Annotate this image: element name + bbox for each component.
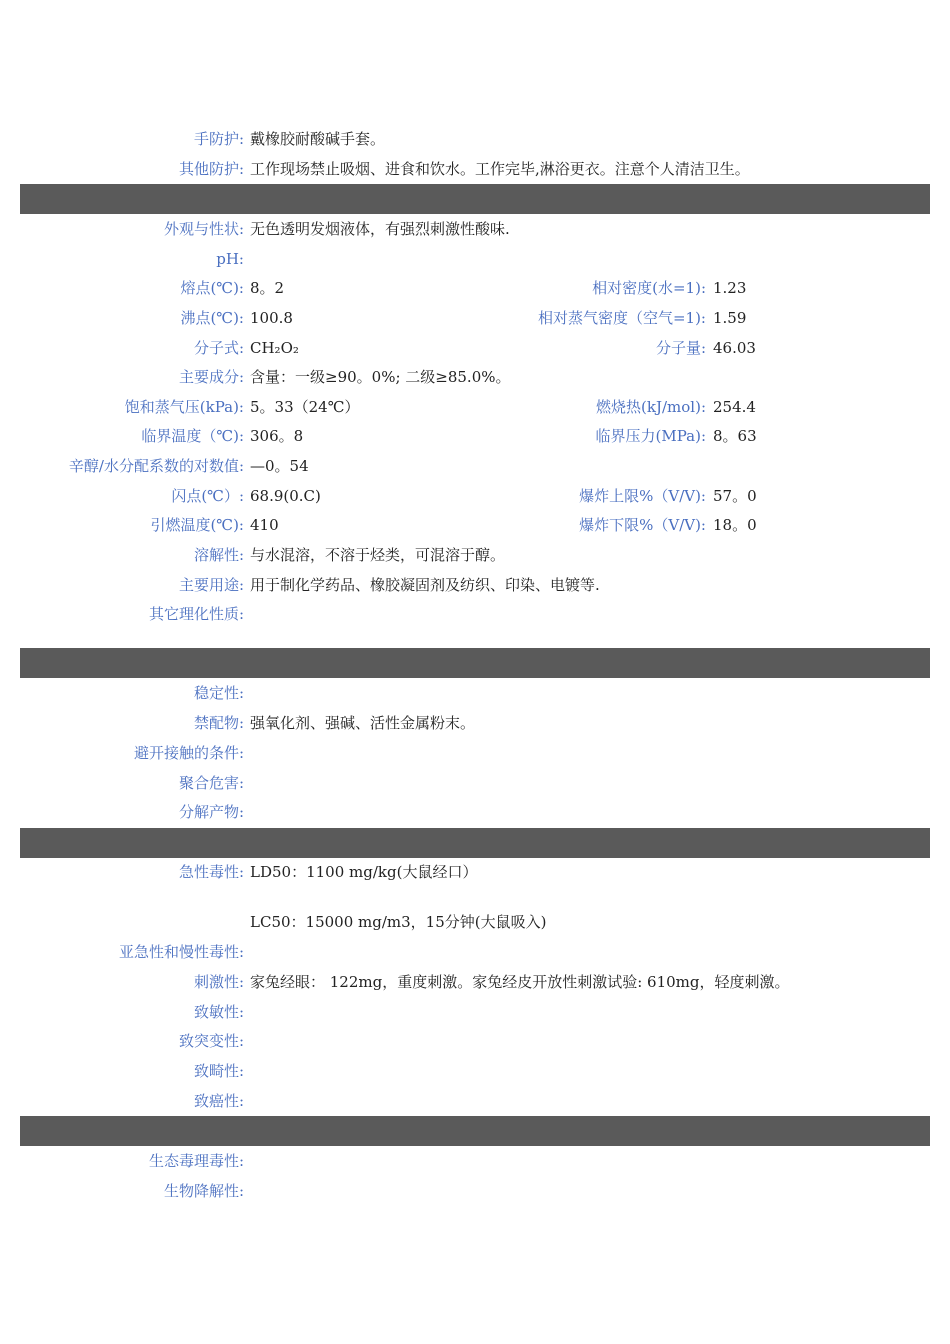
relative-density-value: 1.23 xyxy=(713,279,747,297)
upper-explosive-limit-label: 爆炸上限%（V/V): xyxy=(579,487,706,505)
other-properties-label: 其它理化性质: xyxy=(148,605,244,623)
row-carcinogenicity xyxy=(0,1086,950,1116)
row-teratogenicity xyxy=(0,1056,950,1086)
other-protection-label: 其他防护: xyxy=(178,160,244,178)
row-polymerization-hazard xyxy=(0,768,950,798)
row-acute-toxicity-lc50 xyxy=(0,907,950,937)
sensitization-label: 致敏性: xyxy=(193,1003,244,1021)
combustion-heat-value: 254.4 xyxy=(713,398,756,416)
logp-label: 辛醇/水分配系数的对数值: xyxy=(68,457,244,475)
row-other-properties xyxy=(0,599,950,629)
ignition-temperature-label: 引燃温度(℃): xyxy=(150,516,244,534)
stability-label: 稳定性: xyxy=(193,684,244,702)
acute-toxicity-label: 急性毒性: xyxy=(178,863,244,881)
row-logp xyxy=(0,451,950,481)
row-melting-point xyxy=(0,273,950,303)
formula-label: 分子式: xyxy=(193,339,244,357)
acute-toxicity-ld50: LD50：1100 mg/kg(大鼠经口） xyxy=(250,863,478,881)
vapor-pressure-label: 饱和蒸气压(kPa): xyxy=(124,398,244,416)
irritation-value: 家兔经眼： 122mg，重度刺激。家兔经皮开放性刺激试验: 610mg，轻度刺激。 xyxy=(250,973,790,991)
row-conditions-to-avoid xyxy=(0,738,950,768)
main-uses-label: 主要用途: xyxy=(178,576,244,594)
row-vapor-pressure xyxy=(0,392,950,422)
critical-temperature-label: 临界温度（℃): xyxy=(141,427,244,445)
incompatible-materials-value: 强氧化剂、强碱、活性金属粉末。 xyxy=(250,714,476,732)
appearance-label: 外观与性状: xyxy=(163,220,244,238)
row-mutagenicity xyxy=(0,1026,950,1056)
hand-protection-label: 手防护: xyxy=(193,130,244,148)
chronic-toxicity-label: 亚急性和慢性毒性: xyxy=(118,943,244,961)
melting-point-value: 8。2 xyxy=(250,279,285,297)
row-incompatible-materials xyxy=(0,708,950,738)
lower-explosive-limit-label: 爆炸下限%（V/V): xyxy=(579,516,706,534)
row-boiling-point xyxy=(0,303,950,333)
row-biodegradability xyxy=(0,1176,950,1206)
ignition-temperature-value: 410 xyxy=(250,516,279,534)
row-hand-protection xyxy=(0,124,950,154)
row-critical-temperature xyxy=(0,421,950,451)
solubility-label: 溶解性: xyxy=(193,546,244,564)
mutagenicity-label: 致突变性: xyxy=(178,1032,244,1050)
other-protection-value: 工作现场禁止吸烟、进食和饮水。工作完毕,淋浴更衣。注意个人清洁卫生。 xyxy=(250,160,750,178)
critical-pressure-label: 临界压力(MPa): xyxy=(595,427,706,445)
row-stability xyxy=(0,678,950,708)
vapor-pressure-value: 5。33（24℃） xyxy=(250,398,360,416)
logp-value: —0。54 xyxy=(250,457,309,475)
ph-label: pH: xyxy=(216,250,244,268)
row-other-protection xyxy=(0,154,950,184)
conditions-to-avoid-label: 避开接触的条件: xyxy=(133,744,244,762)
acute-toxicity-lc50: LC50：15000 mg/m3，15分钟(大鼠吸入) xyxy=(250,913,547,931)
row-ph xyxy=(0,244,950,274)
decomposition-products-label: 分解产物: xyxy=(178,803,244,821)
row-formula xyxy=(0,333,950,363)
composition-label: 主要成分: xyxy=(178,368,244,386)
row-irritation xyxy=(0,967,950,997)
relative-density-label: 相对密度(水=1): xyxy=(592,279,706,297)
hand-protection-value: 戴橡胶耐酸碱手套。 xyxy=(250,130,386,148)
row-main-uses xyxy=(0,570,950,600)
vapor-density-value: 1.59 xyxy=(713,309,747,327)
melting-point-label: 熔点(℃): xyxy=(180,279,244,297)
section-bar-ecology xyxy=(20,1116,930,1146)
molecular-weight-value: 46.03 xyxy=(713,339,756,357)
row-decomposition-products xyxy=(0,797,950,827)
flash-point-label: 闪点(℃）: xyxy=(171,487,244,505)
row-solubility xyxy=(0,540,950,570)
composition-value: 含量：一级≥90。0%; 二级≥85.0%。 xyxy=(250,368,511,386)
lower-explosive-limit-value: 18。0 xyxy=(713,516,757,534)
row-ecotoxicity xyxy=(0,1146,950,1176)
section-bar-physchem xyxy=(20,184,930,214)
section-bar-stability xyxy=(20,648,930,678)
combustion-heat-label: 燃烧热(kJ/mol): xyxy=(596,398,706,416)
critical-temperature-value: 306。8 xyxy=(250,427,304,445)
boiling-point-label: 沸点(℃): xyxy=(180,309,244,327)
solubility-value: 与水混溶，不溶于烃类，可混溶于醇。 xyxy=(250,546,506,564)
section-bar-toxicity xyxy=(20,828,930,858)
appearance-value: 无色透明发烟液体，有强烈刺激性酸味. xyxy=(250,220,510,238)
row-chronic-toxicity xyxy=(0,937,950,967)
teratogenicity-label: 致畸性: xyxy=(193,1062,244,1080)
boiling-point-value: 100.8 xyxy=(250,309,293,327)
flash-point-value: 68.9(0.C) xyxy=(250,487,321,505)
incompatible-materials-label: 禁配物: xyxy=(193,714,244,732)
row-acute-toxicity xyxy=(0,857,950,887)
polymerization-hazard-label: 聚合危害: xyxy=(178,774,244,792)
vapor-density-label: 相对蒸气密度（空气=1): xyxy=(537,309,706,327)
row-ignition-temperature xyxy=(0,510,950,540)
critical-pressure-value: 8。63 xyxy=(713,427,757,445)
upper-explosive-limit-value: 57。0 xyxy=(713,487,757,505)
row-sensitization xyxy=(0,997,950,1027)
row-flash-point xyxy=(0,481,950,511)
ecotoxicity-label: 生态毒理毒性: xyxy=(148,1152,244,1170)
molecular-weight-label: 分子量: xyxy=(655,339,706,357)
row-composition xyxy=(0,362,950,392)
irritation-label: 刺激性: xyxy=(193,973,244,991)
biodegradability-label: 生物降解性: xyxy=(163,1182,244,1200)
row-appearance xyxy=(0,214,950,244)
formula-value: CH₂O₂ xyxy=(250,339,299,357)
carcinogenicity-label: 致癌性: xyxy=(193,1092,244,1110)
main-uses-value: 用于制化学药品、橡胶凝固剂及纺织、印染、电镀等. xyxy=(250,576,600,594)
